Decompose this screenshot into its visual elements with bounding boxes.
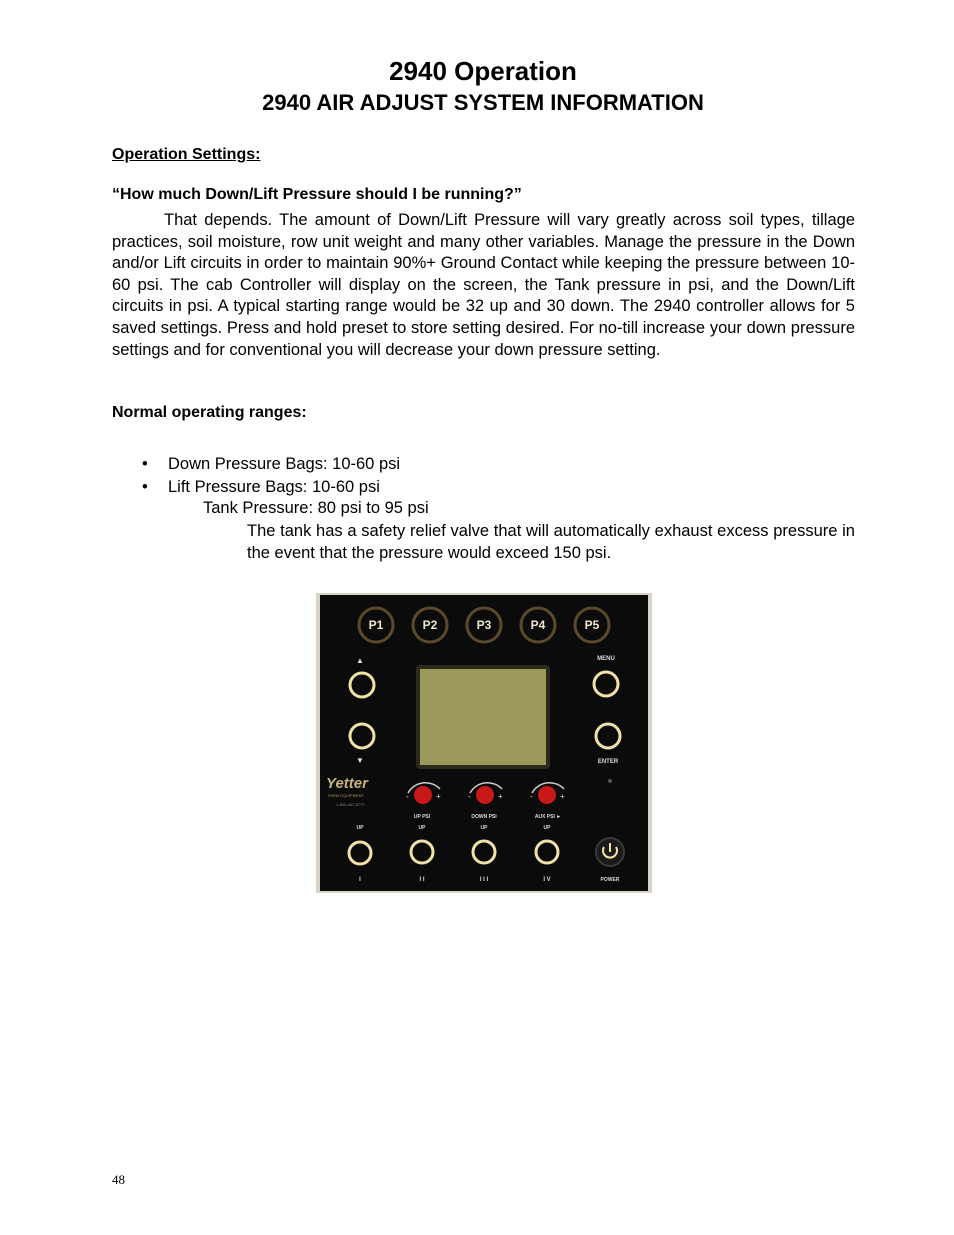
page-number: 48 bbox=[112, 1172, 125, 1187]
bullet-text: Lift Pressure Bags: 10-60 psi bbox=[168, 478, 380, 496]
tank-note: The tank has a safety relief valve that will automatically exhaust excess pressure in the event that the pressure would exceed 150 psi. bbox=[247, 522, 855, 562]
power-label: POWER bbox=[600, 877, 620, 883]
row-label-4: I V bbox=[543, 877, 551, 883]
section-heading-normal-ranges: Normal operating ranges: bbox=[112, 404, 307, 421]
bullet-dot: • bbox=[142, 455, 148, 473]
preset-p3-label: P3 bbox=[476, 618, 492, 632]
question-heading: “How much Down/Lift Pressure should I be running?” bbox=[112, 186, 522, 203]
minus-sign: - bbox=[530, 792, 533, 801]
tank-pressure-line: Tank Pressure: 80 psi to 95 psi bbox=[203, 499, 429, 517]
bullet-item-down-pressure bbox=[142, 455, 400, 474]
plus-sign: + bbox=[560, 792, 565, 801]
page-subtitle: 2940 AIR ADJUST SYSTEM INFORMATION bbox=[262, 90, 704, 115]
preset-p4-label: P4 bbox=[530, 618, 546, 632]
bullet-dot: • bbox=[142, 478, 148, 496]
up-label-1: UP bbox=[356, 825, 364, 831]
plus-sign: + bbox=[436, 792, 441, 801]
knob-down-psi-dial[interactable] bbox=[476, 786, 494, 804]
brand-logo: Yetter bbox=[326, 775, 368, 792]
preset-p2-label: P2 bbox=[422, 618, 438, 632]
preset-p1-label: P1 bbox=[368, 618, 384, 632]
up-label-4: UP bbox=[543, 825, 551, 831]
preset-p5-label: P5 bbox=[584, 618, 600, 632]
knob-label-up-psi: UP PSI bbox=[413, 814, 431, 820]
lcd-screen bbox=[420, 669, 546, 765]
down-arrow-icon: ▼ bbox=[356, 756, 364, 765]
enter-label: ENTER bbox=[597, 759, 619, 765]
up-arrow-icon: ▲ bbox=[356, 656, 364, 665]
row-label-3: I I I bbox=[479, 877, 489, 883]
status-led bbox=[608, 779, 612, 783]
knob-label-aux-psi: AUX PSI ► bbox=[534, 814, 562, 820]
brand-sub: FARM EQUIPMENT bbox=[328, 793, 365, 798]
bullet-item-lift-pressure bbox=[142, 478, 380, 497]
section-heading-operation-settings: Operation Settings: bbox=[112, 146, 261, 163]
up-label-2: UP bbox=[418, 825, 426, 831]
row-label-1: I bbox=[359, 877, 361, 883]
operation-paragraph: That depends. The amount of Down/Lift Pressure will vary greatly across soil types, tillage practices, soil moisture, row unit weight and many other variables. Manage the pressure in the Down and/or Lift circuits in order to maintain 90%+ Ground Contact while keeping the pressure between 10-60 psi. The cab Controller will display on the screen, the Tank pressure in psi, and the Down/Lift circuits in psi. A typical starting range would be 32 up and 30 down. The 2940 controller allows for 5 saved settings. Press and hold preset to store setting desired. For no-till increase your down pressure settings and for conventional you will decrease your down pressure setting. bbox=[112, 211, 855, 359]
controller-photo bbox=[316, 593, 652, 893]
minus-sign: - bbox=[406, 792, 409, 801]
row-label-2: I I bbox=[419, 877, 425, 883]
page-title: 2940 Operation bbox=[389, 56, 577, 86]
knob-label-down-psi: DOWN PSI bbox=[471, 814, 497, 820]
knob-aux-psi-dial[interactable] bbox=[538, 786, 556, 804]
plus-sign: + bbox=[498, 792, 503, 801]
knob-up-psi-dial[interactable] bbox=[414, 786, 432, 804]
bullet-text: Down Pressure Bags: 10-60 psi bbox=[168, 455, 401, 473]
brand-phone: 1-800-447-5777 bbox=[336, 802, 365, 807]
minus-sign: - bbox=[468, 792, 471, 801]
up-label-3: UP bbox=[480, 825, 488, 831]
menu-label: MENU bbox=[597, 656, 615, 662]
